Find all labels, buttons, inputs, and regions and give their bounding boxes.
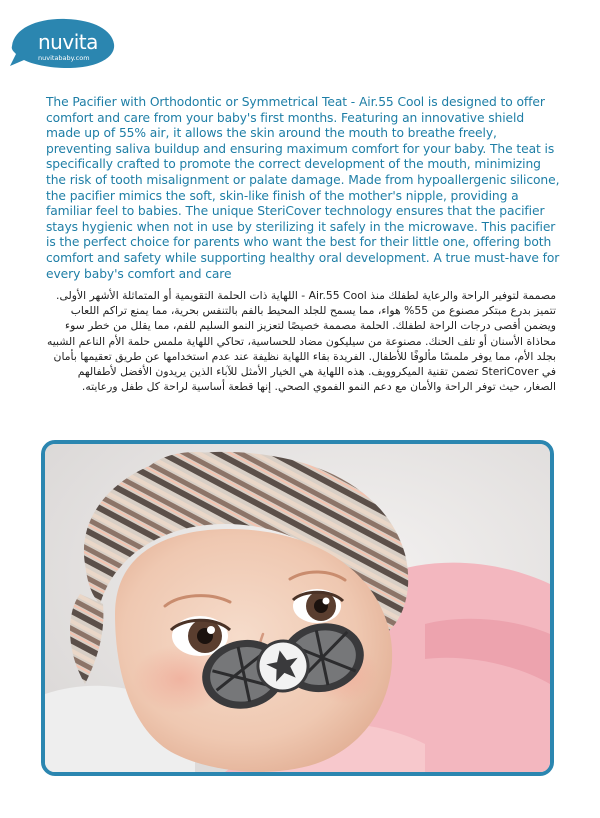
product-description-arabic: مصممة لتوفير الراحة والرعاية لطفلك منذ Air.55 Cool - اللهاية ذات الحلمة التقويمية أو المتماثلة الأشهر الأولى. تتميز بدرع مبتكر مصنوع من 55% هواء، مما يسمح للجلد المحيط بالفم بالتنفس بحرية، مما يمنع تراكم اللعاب ويضمن أقصى درجات الراحة لطفلك. الحلمة مصممة خصيصًا لتعزيز النمو السليم للفم، مما يقلل من خطر سوء محاذاة الأسنان أو تلف الحنك. مصنوعة من سيليكون مضاد للحساسية، تحاكي اللهاية ملمس حلمة الأم الناعم الشبيه بجلد الأم، مما يوفر ملمسًا مألوفًا للأطفال. الفريدة بقاء اللهاية نظيفة عند عدم استخدامها عن طريق تعقيمها بأمان في SteriCover تضمن تقنية الميكروويف. هذه اللهاية هي الخيار الأمثل للآباء الذين يريدون الأفضل لأطفالهم الصغار، حيث توفر الراحة والأمان مع دعم النمو الفموي الصحي. إنها قطعة أساسية لراحة كل طفل ورعايته.	[46, 289, 556, 394]
logo-website: nuvitababy.com	[38, 54, 90, 62]
logo-brand-name: nuvita	[38, 30, 98, 54]
product-description-english: The Pacifier with Orthodontic or Symmetrical Teat - Air.55 Cool is designed to offer comfort and care from your baby's first months. Featuring an innovative shield made up of 55% air, it allows the skin around the mouth to breathe freely, preventing saliva buildup and ensuring maximum comfort for your baby. The teat is specifically crafted to promote the correct development of the mouth, minimizing the risk of tooth misalignment or palate damage. Made from hypoallergenic silicone, the pacifier mimics the soft, skin-like finish of the mother's nipple, providing a familiar feel to babies. The unique SteriCover technology ensures that the pacifier stays hygienic when not in use by sterilizing it safely in the microwave. This pacifier is the perfect choice for parents who want the best for their little one, offering both comfort and safety while supporting healthy oral development. A true must-have for every baby's comfort and care	[46, 95, 560, 281]
product-photo	[41, 440, 554, 776]
nuvita-logo[interactable]	[8, 14, 120, 74]
baby-with-pacifier-image	[45, 444, 550, 772]
